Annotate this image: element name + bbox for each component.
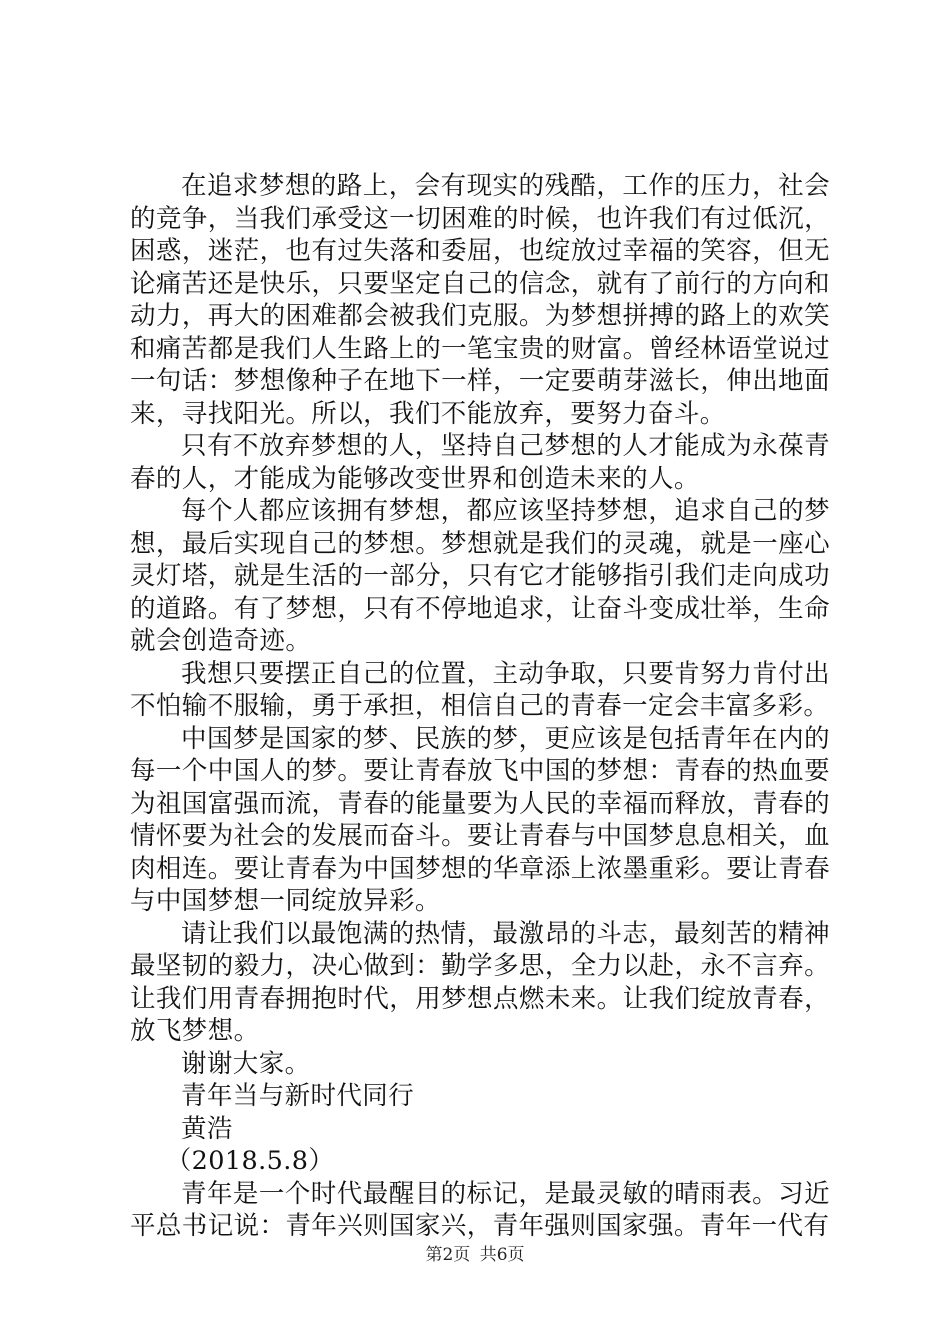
paragraph: 我想只要摆正自己的位置，主动争取，只要肯努力肯付出不怕输不服输，勇于承担，相信自己的青春一定会丰富多彩。 [130,658,830,721]
article-date: （2018.5.8） [165,1146,335,1176]
article-title: 青年当与新时代同行 [181,1081,415,1111]
document-body [130,170,830,1243]
page-number: 第2页 [425,1245,471,1265]
page-footer [0,1244,950,1266]
paragraph: 每个人都应该拥有梦想，都应该坚持梦想，追求自己的梦想，最后实现自己的梦想。梦想就是我们的灵魂，就是一座心灵灯塔，就是生活的一部分，只有它才能够指引我们走向成功的道路。有了梦想，只有不停地追求，让奋斗变成壮举，生命就会创造奇迹。 [130,496,830,656]
paragraph: 在追求梦想的路上，会有现实的残酷，工作的压力，社会的竞争，当我们承受这一切困难的时候，也许我们有过低沉，困惑，迷茫，也有过失落和委屈，也绽放过幸福的笑容，但无论痛苦还是快乐，只要坚定自己的信念，就有了前行的方向和动力，再大的困难都会被我们克服。为梦想拼搏的路上的欢笑和痛苦都是我们人生路上的一笔宝贵的财富。曾经林语堂说过一句话：梦想像种子在地下一样，一定要萌芽滋长，伸出地面来，寻找阳光。所以，我们不能放弃，要努力奋斗。 [130,171,830,429]
paragraph: 中国梦是国家的梦、民族的梦，更应该是包括青年在内的每一个中国人的梦。要让青春放飞中国的梦想：青春的热血要为祖国富强而流，青春的能量要为人民的幸福而释放，青春的情怀要为社会的发展而奋斗。要让青春与中国梦息息相关，血肉相连。要让青春为中国梦想的华章添上浓墨重彩。要让青春与中国梦想一同绽放异彩。 [130,723,830,916]
paragraph: 只有不放弃梦想的人，坚持自己梦想的人才能成为永葆青春的人，才能成为能够改变世界和创造未来的人。 [130,431,830,494]
page-total: 共6页 [479,1245,525,1265]
paragraph: 请让我们以最饱满的热情，最激昂的斗志，最刻苦的精神最坚韧的毅力，决心做到：勤学多思，全力以赴，永不言弃。让我们用青春拥抱时代，用梦想点燃未来。让我们绽放青春，放飞梦想。 [130,918,830,1046]
paragraph: 青年是一个时代最醒目的标记，是最灵敏的晴雨表。习近平总书记说：青年兴则国家兴，青年强则国家强。青年一代有 [130,1178,830,1241]
closing-thanks: 谢谢大家。 [181,1048,311,1079]
author-name: 黄浩 [181,1113,233,1144]
